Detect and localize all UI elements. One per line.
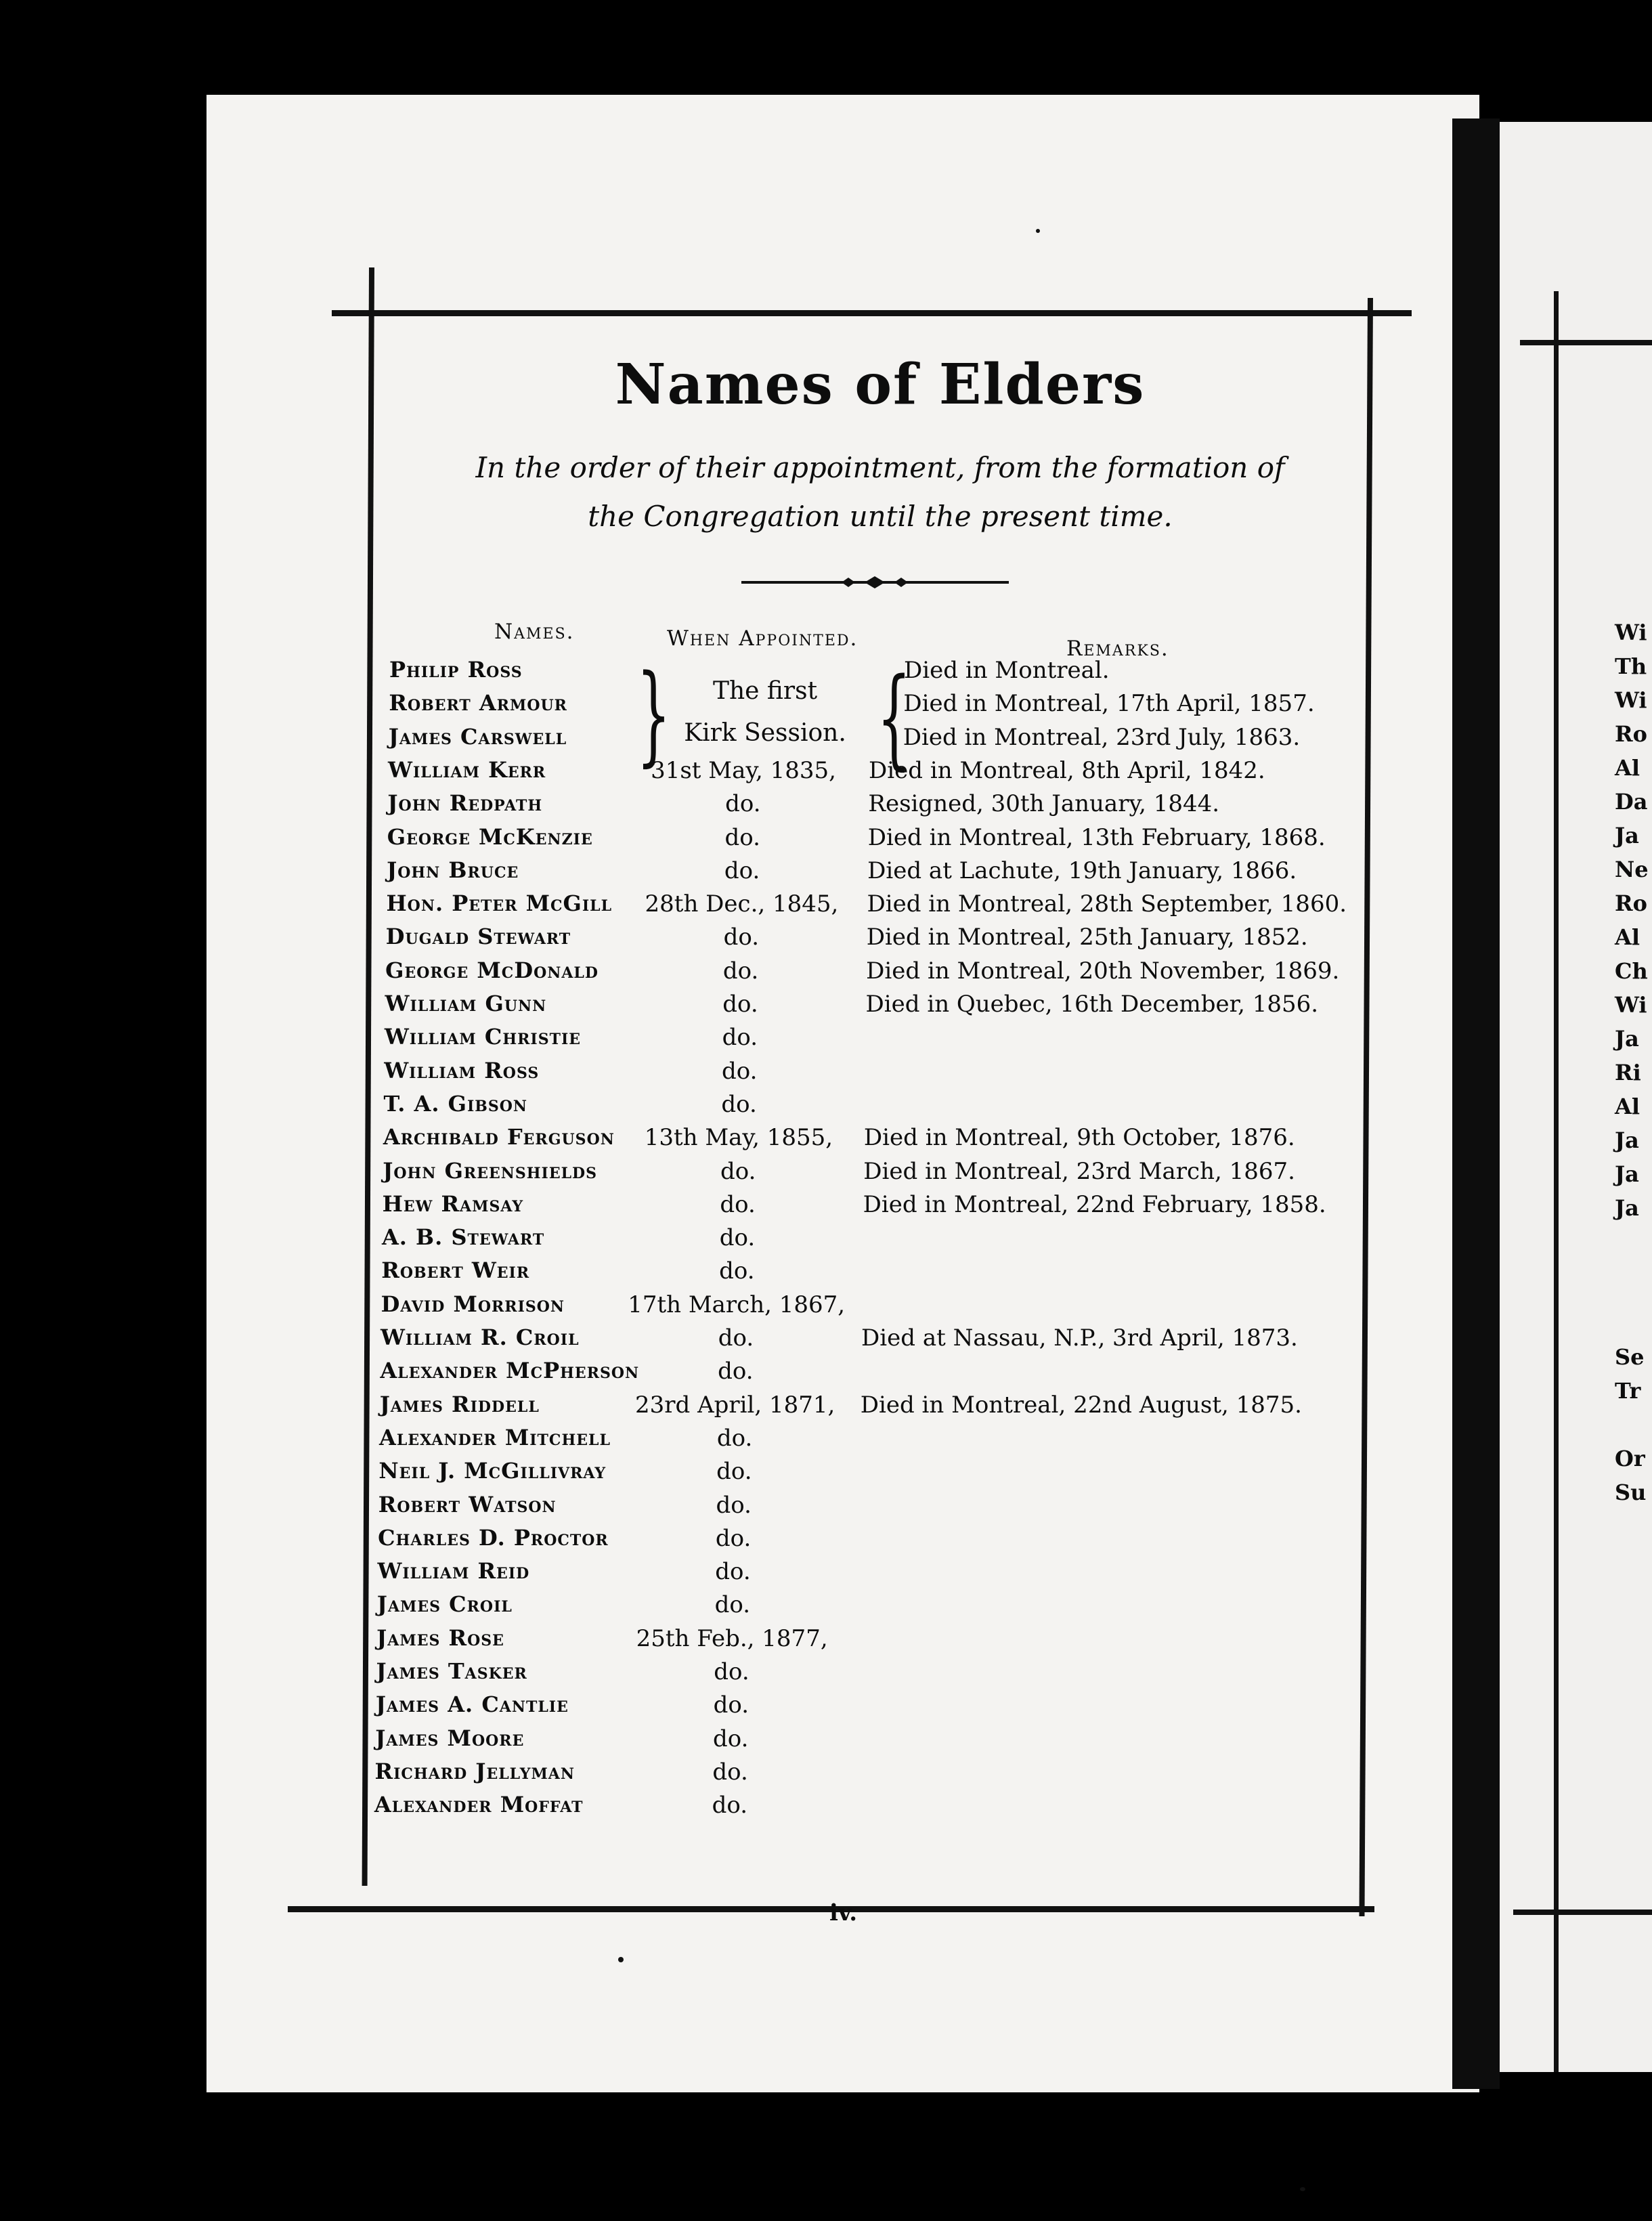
speck xyxy=(1036,229,1040,233)
first-session-line-1: The first xyxy=(712,677,818,705)
appointment-date: 17th March, 1867, xyxy=(628,1291,846,1318)
elder-row xyxy=(0,1458,1652,1492)
appointment-date: do. xyxy=(714,1591,751,1619)
remark: Died in Montreal, 23rd March, 1867. xyxy=(863,1157,1295,1185)
adjacent-top-rule xyxy=(1520,340,1652,345)
remark: Died in Montreal. xyxy=(904,657,1110,684)
remark: Died in Montreal, 8th April, 1842. xyxy=(869,756,1265,784)
adjacent-page-fragment: Al xyxy=(1615,1094,1640,1119)
column-header-names: Names. xyxy=(494,620,575,644)
right-brace: { xyxy=(877,654,911,781)
adjacent-page-fragment: Ja xyxy=(1615,1195,1639,1221)
elder-row xyxy=(0,1191,1652,1225)
appointment-date: do. xyxy=(715,1558,751,1586)
elder-row xyxy=(0,790,1652,824)
elder-name: Dugald Stewart xyxy=(385,924,571,950)
adjacent-page-fragment: Se xyxy=(1615,1344,1645,1370)
appointment-date: do. xyxy=(712,1725,749,1752)
elder-row xyxy=(0,1158,1652,1192)
elder-name: Richard Jellyman xyxy=(374,1758,575,1784)
appointment-date: 13th May, 1855, xyxy=(644,1124,833,1152)
adjacent-page-fragment: Wi xyxy=(1615,620,1647,645)
remark: Died at Nassau, N.P., 3rd April, 1873. xyxy=(861,1324,1298,1352)
elder-row xyxy=(0,924,1652,957)
appointment-date: do. xyxy=(722,991,758,1018)
elder-row xyxy=(0,1759,1652,1792)
remark: Died in Montreal, 22nd February, 1858. xyxy=(863,1190,1326,1218)
remark: Died in Montreal, 20th November, 1869. xyxy=(866,957,1340,985)
appointment-date: do. xyxy=(719,1224,756,1252)
elder-row xyxy=(0,1091,1652,1125)
elder-name: James Riddell xyxy=(379,1391,540,1417)
appointment-date: do. xyxy=(716,1424,753,1452)
page-number: iv. xyxy=(829,1899,858,1926)
speck xyxy=(1300,2187,1305,2191)
elder-name: T. A. Gibson xyxy=(383,1090,527,1117)
adjacent-page-fragment: Da xyxy=(1615,789,1648,815)
appointment-date: do. xyxy=(721,1090,757,1118)
elder-row xyxy=(0,1425,1652,1459)
left-brace: } xyxy=(636,651,671,777)
elder-name: William Christie xyxy=(384,1024,582,1050)
remark: Died in Montreal, 17th April, 1857. xyxy=(903,690,1315,718)
elder-row xyxy=(0,1358,1652,1392)
adjacent-page-fragment: Ja xyxy=(1615,1127,1639,1153)
adjacent-page-fragment: Tr xyxy=(1615,1378,1641,1404)
elder-name: Archibald Ferguson xyxy=(383,1124,615,1150)
adjacent-page-fragment: Ja xyxy=(1615,1026,1639,1052)
remark: Died in Montreal, 25th January, 1852. xyxy=(866,924,1308,951)
appointment-date: do. xyxy=(712,1758,748,1786)
elder-name: James A. Cantlie xyxy=(375,1691,569,1718)
elder-name: A. B. Stewart xyxy=(381,1224,545,1251)
appointment-date: do. xyxy=(722,957,759,985)
subtitle-line-1: In the order of their appointment, from the formation of xyxy=(475,451,1285,484)
ornament-divider xyxy=(741,572,1009,592)
appointment-date: do. xyxy=(713,1691,749,1719)
appointment-date: do. xyxy=(712,1792,748,1819)
adjacent-page-fragment: Ro xyxy=(1615,890,1647,916)
appointment-date: do. xyxy=(719,1257,755,1285)
appointment-date: do. xyxy=(714,1658,749,1685)
appointment-date: do. xyxy=(724,823,760,851)
elder-name: William Reid xyxy=(377,1558,530,1584)
elder-row xyxy=(0,1558,1652,1592)
elder-name: George McKenzie xyxy=(387,823,593,850)
appointment-date: do. xyxy=(716,1491,752,1519)
elder-name: James Moore xyxy=(375,1725,525,1751)
appointment-date: do. xyxy=(722,1024,758,1052)
elder-row xyxy=(0,1492,1652,1526)
appointment-date: do. xyxy=(724,857,760,884)
remark: Died in Montreal, 23rd July, 1863. xyxy=(903,723,1301,751)
elder-name: John Redpath xyxy=(387,790,543,817)
appointment-date: do. xyxy=(720,1190,756,1218)
elder-row xyxy=(0,1658,1652,1692)
elder-name: John Bruce xyxy=(387,857,519,883)
elder-row xyxy=(0,1058,1652,1092)
page-subtitle xyxy=(474,444,1286,541)
adjacent-page-fragment: Wi xyxy=(1615,992,1647,1018)
column-header-remarks: Remarks. xyxy=(1066,637,1169,661)
elder-row xyxy=(0,1392,1652,1425)
adjacent-page-fragment: Ja xyxy=(1615,823,1639,848)
appointment-date: 23rd April, 1871, xyxy=(635,1391,835,1419)
elder-row xyxy=(0,824,1652,858)
appointment-date: do. xyxy=(723,924,760,951)
adjacent-page-fragment: Su xyxy=(1615,1480,1647,1505)
elder-row xyxy=(0,991,1652,1025)
elder-name: Hon. Peter McGill xyxy=(386,890,613,917)
elder-row xyxy=(0,724,1652,758)
elder-name: William Gunn xyxy=(385,991,547,1016)
adjacent-page-fragment: Al xyxy=(1615,924,1640,950)
elder-row xyxy=(0,1224,1652,1258)
elder-row xyxy=(0,1257,1652,1291)
subtitle-line-2: the Congregation until the present time. xyxy=(588,500,1173,533)
elder-name: James Carswell xyxy=(388,723,567,750)
elder-row xyxy=(0,957,1652,991)
adjacent-page-fragment: Ne xyxy=(1615,857,1649,882)
elder-name: Alexander Mitchell xyxy=(379,1424,611,1450)
elder-name: William Kerr xyxy=(388,756,546,783)
elder-name: James Tasker xyxy=(376,1658,527,1684)
elder-name: Robert Watson xyxy=(378,1491,557,1517)
adjacent-page-fragment: Ch xyxy=(1615,958,1648,984)
adjacent-page-fragment: Wi xyxy=(1615,687,1647,713)
adjacent-page-fragment: Th xyxy=(1615,653,1647,679)
adjacent-page-fragment: Al xyxy=(1615,755,1640,781)
appointment-date: 25th Feb., 1877, xyxy=(636,1624,828,1652)
elder-row xyxy=(0,1525,1652,1559)
appointment-date: do. xyxy=(725,790,761,818)
elder-row xyxy=(0,1024,1652,1058)
speck xyxy=(618,1957,624,1962)
elder-row xyxy=(0,890,1652,924)
elder-name: Charles D. Proctor xyxy=(378,1524,609,1551)
frame-top-rule xyxy=(332,310,1412,316)
appointment-date: 31st May, 1835, xyxy=(651,756,836,784)
remark: Died in Montreal, 28th September, 1860. xyxy=(867,890,1347,918)
elder-row xyxy=(0,1792,1652,1826)
elder-name: James Croil xyxy=(376,1591,513,1618)
elder-name: Alexander Moffat xyxy=(374,1792,584,1818)
appointment-date: do. xyxy=(720,1157,756,1185)
appointment-date: 28th Dec., 1845, xyxy=(645,890,839,918)
remark: Died in Montreal, 9th October, 1876. xyxy=(863,1124,1295,1152)
elder-name: Robert Armour xyxy=(389,690,567,716)
page-title: Names of Elders xyxy=(615,352,1146,417)
elder-name: David Morrison xyxy=(381,1291,565,1317)
elder-row xyxy=(0,1691,1652,1725)
appointment-date: do. xyxy=(715,1524,752,1552)
remark: Died in Montreal, 22nd August, 1875. xyxy=(860,1391,1302,1419)
column-header-when: When Appointed. xyxy=(667,626,858,651)
first-session-line-2: Kirk Session. xyxy=(684,719,846,747)
elder-name: Neil J. McGillivray xyxy=(378,1458,607,1484)
elder-row xyxy=(0,1324,1652,1358)
elder-name: Hew Ramsay xyxy=(382,1190,524,1217)
elder-row xyxy=(0,857,1652,891)
elder-row xyxy=(0,1625,1652,1659)
elder-name: William R. Croil xyxy=(381,1324,580,1350)
elder-row xyxy=(0,657,1652,691)
elder-row xyxy=(0,690,1652,724)
elder-row xyxy=(0,1725,1652,1759)
elder-row xyxy=(0,1291,1652,1325)
adjacent-page-fragment: Ri xyxy=(1615,1060,1641,1085)
adjacent-page-fragment: Ja xyxy=(1615,1161,1639,1187)
remark: Resigned, 30th January, 1844. xyxy=(868,790,1220,818)
appointment-date: do. xyxy=(716,1458,752,1486)
elder-name: George McDonald xyxy=(385,957,599,983)
appointment-date: do. xyxy=(718,1358,754,1385)
appointment-date: do. xyxy=(721,1057,758,1085)
adjacent-page-fragment: Or xyxy=(1615,1446,1645,1471)
appointment-date: do. xyxy=(718,1324,754,1352)
elder-name: Philip Ross xyxy=(389,657,523,683)
adjacent-page-fragment: Ro xyxy=(1615,721,1647,747)
elder-row xyxy=(0,757,1652,791)
elder-name: James Rose xyxy=(376,1624,504,1651)
elder-name: Alexander McPherson xyxy=(380,1358,640,1384)
elder-name: William Ross xyxy=(384,1057,540,1083)
elder-name: Robert Weir xyxy=(381,1257,530,1284)
adjacent-bottom-rule xyxy=(1513,1910,1652,1915)
elder-name: John Greenshields xyxy=(383,1157,598,1184)
elder-row xyxy=(0,1124,1652,1158)
remark: Died in Quebec, 16th December, 1856. xyxy=(865,991,1319,1018)
elder-row xyxy=(0,1591,1652,1625)
remark: Died at Lachute, 19th January, 1866. xyxy=(867,857,1297,884)
remark: Died in Montreal, 13th February, 1868. xyxy=(867,823,1326,851)
